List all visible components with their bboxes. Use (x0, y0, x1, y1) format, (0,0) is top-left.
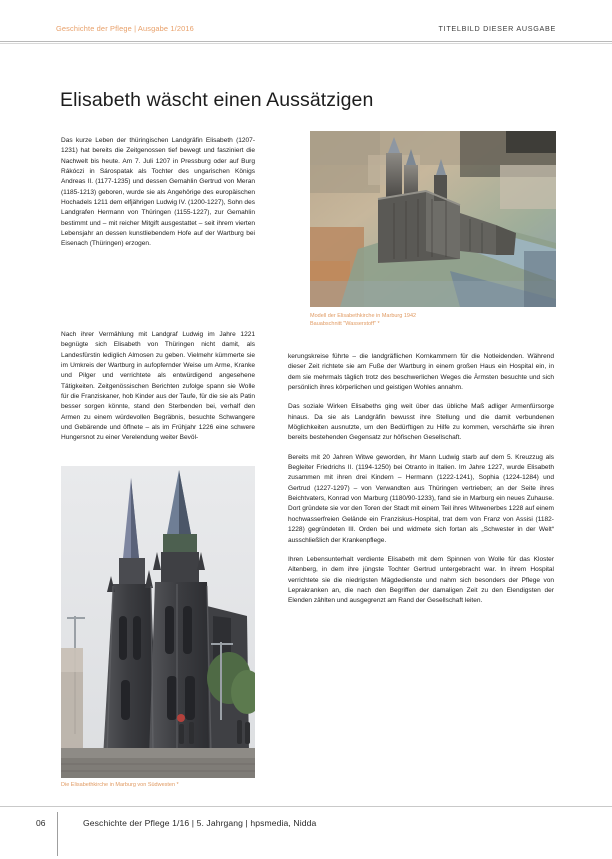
page-title: Elisabeth wäscht einen Aussätzigen (60, 89, 374, 112)
running-head (56, 24, 556, 38)
paragraph-right-3: Bereits mit 20 Jahren Witwe geworden, ihr Mann Ludwig starb auf dem 5. Kreuzzug als Begleiter Friedrichs II. (1194-1250) bei Otranto in Italien. Im Jahre 1227, wurde Elisabeth zusammen mit ihren drei Kindern – Hermann (1222-1241), Sophia (1224-1284) und Gertrud (1227-1297) – von Verwandten aus Thüringen vertrieben; an der Seite ihres Beichtvaters, Konrad von Marburg (1180/90-1233), fand sie in Marburg ein neues Zuhause. Dort gründete sie vor den Toren der Stadt mit einem Teil ihres Witwenerbes 1228 auf einem hochwasserfreien Gelände ein Franziskus-Hospital, trat dem von Franz von Assisi (1182-1228) gegründeten III. Orden bei und widmete sich fortan als „Schwester in der Welt“ ausschließlich der Krankenpflege. (288, 453, 554, 544)
header-rule-bottom (0, 43, 612, 44)
figure-top-caption (310, 313, 556, 328)
figure-bottom-caption (61, 782, 281, 790)
figure-elisabethkirche-exterior-image (61, 466, 255, 778)
paragraph-right-2: Das soziale Wirken Elisabeths ging weit über das übliche Maß adliger Armenfürsorge hinaus. Da sie als Landgräfin bewusst ihre Stellung und die damit verbundenen Möglichkeiten ausnutzte, um den Bedürftigen zu Hilfe zu kommen, verschärfte sie ihren bereits bestehenden Gegensatz zur höfischen Gesellschaft. (288, 403, 554, 442)
figure-top-caption-line1: Modell der Elisabethkirche in Marburg 1942 (310, 313, 417, 319)
figure-model-elisabethkirche-image (310, 131, 556, 307)
body-column-right (288, 352, 554, 616)
body-column-left-lower (61, 330, 255, 453)
running-head-left-text: Geschichte der Pflege | Ausgabe 1/2016 (56, 24, 194, 33)
page-number: 06 (36, 818, 46, 828)
footer-text: Geschichte der Pflege 1/16 | 5. Jahrgang | hpsmedia, Nidda (83, 818, 317, 828)
figure-bottom-caption-line1: Die Elisabethkirche in Marburg von Südwesten * (61, 782, 179, 788)
footer-rule (0, 806, 612, 807)
body-column-left-upper (61, 136, 255, 259)
paragraph-right-4: Ihren Lebensunterhalt verdiente Elisabeth mit dem Spinnen von Wolle für das Kloster Altenberg, in dem ihre jüngste Tochter Gertrud untergebracht war. In ihrem Hospital verrichtete sie die niedrigsten Mägdedienste und nahm sich besonders der Pflege von Leprakranken an, die nach den Begriffen der damaligen Zeit zu den Elendigsten der Elenden zählten und ausgegrenzt am Rand der Gesellschaft leiten. (288, 555, 554, 605)
figure-top-caption-line2: Bauabschnitt "Wasserstoff" * (310, 320, 380, 327)
paragraph-right-1: kerungskreise führte – die landgräflichen Kornkammern für die Notleidenden. Während dieser Zeit richtete sie am Fuße der Wartburg in einem großen Haus ein Hospital ein, in dem sie mehrmals täglich trotz des beschwerlichen Weges die Ärmsten besuchte und sich persönlich ihres körperlichen und geistigen Wohles annahm. (288, 353, 554, 392)
running-head-right-text: TITELBILD DIESER AUSGABE (438, 24, 556, 33)
footer-divider (57, 812, 58, 856)
header-rule-top (0, 41, 612, 42)
figure-elisabethkirche-exterior (61, 466, 255, 778)
figure-model-elisabethkirche (310, 131, 556, 307)
paragraph-left-2: Nach ihrer Vermählung mit Landgraf Ludwig im Jahre 1221 begnügte sich Elisabeth von Thüringen nicht damit, als Landesfürstin lediglich Almosen zu geben. Vielmehr kümmerte sie im Umkreis der Wartburg in aufopfernder Weise um Arme, Kranke und Pilger und verrichtete als entwürdigend angesehene Tätigkeiten. Zeitgenössischen Berichten zufolge spann sie Wolle für die Franziskaner, hob Kinder aus der Taufe, für die sie als Patin besser sorgen könnte, stand den Sterbenden bei, verhalf den Armen zu einem würdevollen Begräbnis, besuchte Schwangere und Gebärende und öffnete – als im Frühjahr 1226 eine schwere Hungersnot zu einer Verelendung weiter Bevöl- (61, 331, 255, 442)
paragraph-left-1: Das kurze Leben der thüringischen Landgräfin Elisabeth (1207-1231) hat bereits die Zeitgenossen tief bewegt und fasziniert die Nachwelt bis heute. Am 7. Juli 1207 in Pressburg oder auf Burg Rákóczi in Sárospatak als Tochter des ungarischen Königs Andreas II. (1177-1235) und dessen Gemahlin Gertrud von Meran (1185-1213) geboren, wurde sie als Angehörige des europäischen Hochadels 1211 dem elfjährigen Ludwig IV. (1200-1227), Sohn des Landgrafen Hermann von Thüringen (1155-1227), zur Gemahlin bestimmt und – mit reicher Mitgift ausgestattet – seit ihrem vierten Lebensjahr an dessen kunstliebendem Hofe auf der Wartburg bei Eisenach (Thüringen) erzogen. (61, 137, 255, 248)
